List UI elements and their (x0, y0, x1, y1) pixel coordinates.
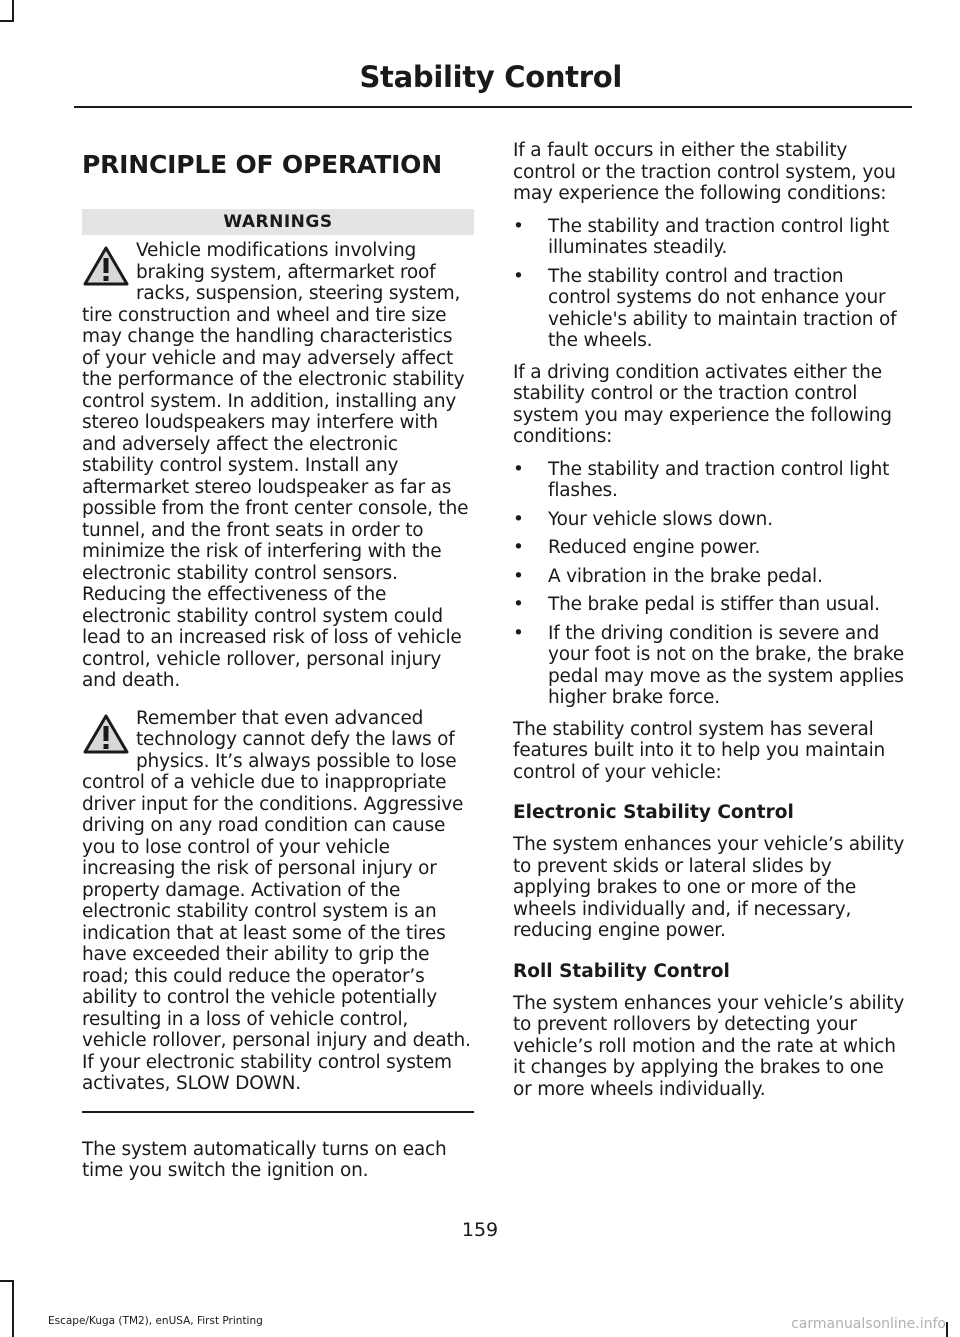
fault-conditions-list (513, 216, 907, 352)
warning-block (82, 708, 474, 1095)
warnings-heading: WARNINGS (82, 209, 474, 235)
crop-mark (12, 0, 14, 22)
warning-triangle-icon (82, 243, 130, 287)
crop-mark (0, 20, 14, 22)
body-paragraph: If a fault occurs in either the stability control or the traction control system, you may experience the following conditions: (513, 140, 896, 204)
list-item: • The brake pedal is stiffer than usual. (513, 594, 880, 615)
list-item: • The stability and traction control light illuminates steadily. (513, 215, 890, 258)
body-paragraph: The stability control system has several features built into it to help you maintain control of your vehicle: (513, 718, 886, 783)
list-item: • Reduced engine power. (513, 537, 761, 558)
rsc-heading: Roll Stability Control (513, 960, 730, 982)
crop-mark (12, 1280, 14, 1337)
page-number: 159 (461, 1219, 499, 1241)
list-item: • Your vehicle slows down. (513, 508, 773, 530)
list-item: • The stability and traction control light flashes. (513, 458, 890, 501)
list-item: • A vibration in the brake pedal. (513, 565, 823, 587)
crop-mark (946, 1322, 948, 1337)
warnings-end-rule (82, 1111, 474, 1113)
activation-conditions-list (513, 459, 907, 709)
page-header-title: Stability Control (359, 60, 622, 94)
body-paragraph: If a driving condition activates either the stability control or the traction control system you may experience the following conditions: (513, 361, 892, 447)
esc-heading: Electronic Stability Control (513, 802, 794, 823)
crop-mark (0, 1280, 14, 1282)
body-paragraph: The system automatically turns on each time you switch the ignition on. (82, 1138, 447, 1181)
warning-text: Vehicle modifications involving braking system, aftermarket roof racks, suspension, steering system, tire construction and wheel and tire size may change the handling characteristics of your vehicle and may adversely affect the performance of the electronic stability control system. In addition, installing any stereo loudspeakers may interfere with and adversely affect the electronic stability control system. Install any aftermarket stereo loudspeaker as far as possible from the front center console, the tunnel, and the front seats in order to minimize the risk of interfering with the electronic stability control sensors. Reducing the effectiveness of the electronic stability control system could lead to an increased risk of loss of vehicle control, vehicle rollover, personal injury and death. (82, 240, 469, 691)
section-heading: PRINCIPLE OF OPERATION (82, 150, 442, 179)
warning-block (82, 240, 474, 692)
body-paragraph: The system enhances your vehicle’s ability to prevent rollovers by detecting your vehicle’s roll motion and the rate at which it changes by applying the brakes to one or more wheels individually. (513, 992, 905, 1100)
right-column (513, 140, 907, 1111)
list-item: • The stability control and traction control systems do not enhance your vehicle's ability to maintain traction of the wheels. (513, 265, 897, 351)
warning-text: Remember that even advanced technology cannot defy the laws of physics. It’s always possible to lose control of a vehicle due to inappropriate driver input for the conditions. Aggressive driving on any road condition can cause you to lose control of your vehicle increasing the risk of personal injury or property damage. Activation of the electronic stability control system is an indication that at least some of the tires have exceeded their ability to grip the road; this could reduce the operator’s ability to control the vehicle potentially resulting in a loss of vehicle control, vehicle rollover, personal injury and death. If your electronic stability control system activates, SLOW DOWN. (82, 707, 471, 1094)
list-item: • If the driving condition is severe and your foot is not on the brake, the brake pedal may move as the system applies higher brake force. (513, 622, 905, 708)
watermark: carmanualsonline.info (791, 1316, 946, 1332)
header-rule (74, 106, 912, 108)
footer-text: Escape/Kuga (TM2), enUSA, First Printing (48, 1315, 263, 1327)
left-column (82, 140, 474, 1182)
body-paragraph: The system enhances your vehicle’s ability to prevent skids or lateral slides by applying brakes to one or more of the wheels individually and, if necessary, reducing engine power. (513, 834, 905, 941)
warning-triangle-icon (82, 711, 130, 755)
